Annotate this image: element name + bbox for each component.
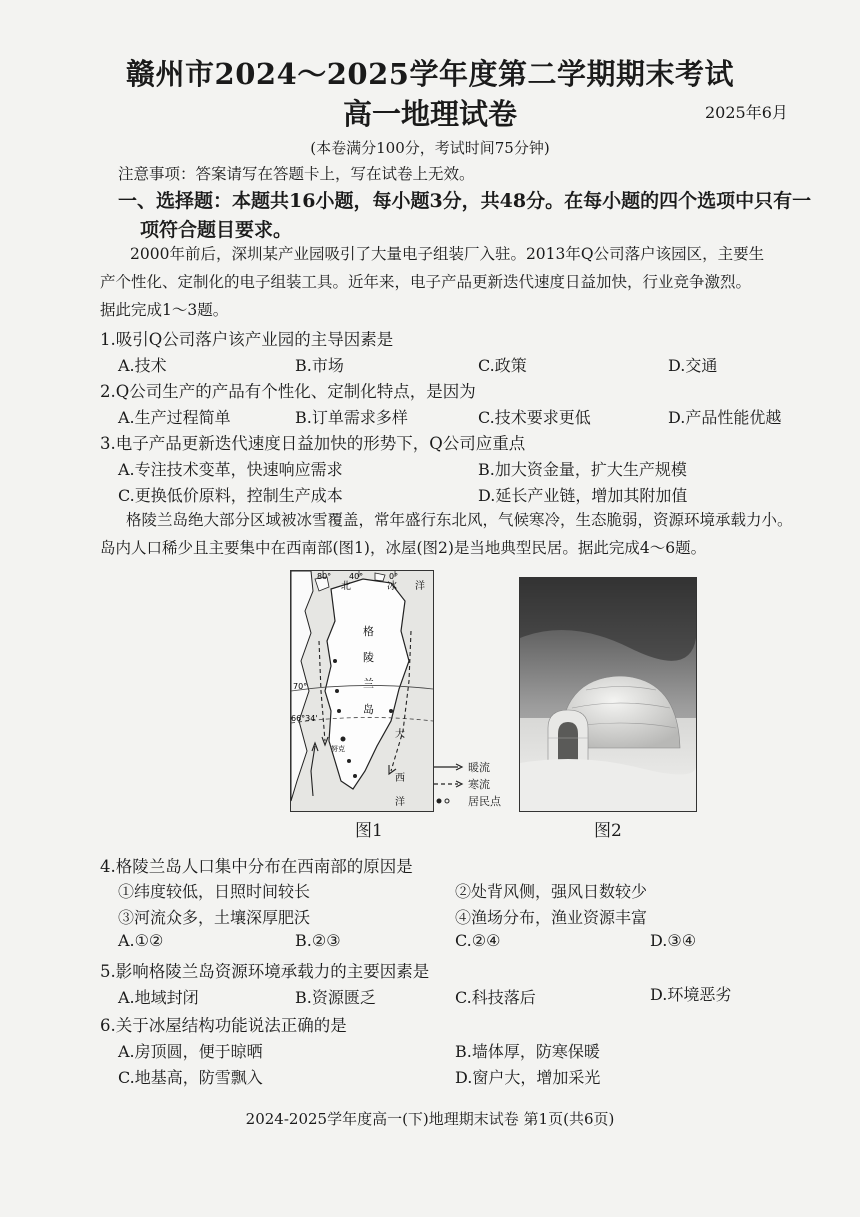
label-ge: 格 bbox=[363, 625, 374, 638]
exam-subtitle: 高一地理试卷 bbox=[342, 97, 517, 131]
question-6-stem: 6.关于冰屋结构功能说法正确的是 bbox=[100, 1016, 347, 1035]
q3-option-a: A.专注技术变革，快速响应需求 bbox=[118, 460, 343, 479]
section-heading bbox=[118, 187, 830, 245]
q2-option-c: C.技术要求更低 bbox=[478, 408, 591, 427]
igloo-photo bbox=[519, 577, 697, 812]
q1-option-c: C.政策 bbox=[478, 356, 527, 375]
igloo-photo-svg bbox=[520, 578, 696, 811]
q2-option-a: A.生产过程简单 bbox=[118, 408, 231, 427]
lon-label-80: 80° bbox=[317, 572, 332, 581]
label-dao: 岛 bbox=[363, 703, 374, 716]
q3-option-c: C.更换低价原料，控制生产成本 bbox=[118, 486, 343, 505]
q5-option-c: C.科技落后 bbox=[455, 988, 536, 1007]
q4-option-d: D.③④ bbox=[650, 931, 697, 950]
q1-option-b: B.市场 bbox=[295, 356, 344, 375]
q4-statement-4: ④渔场分布，渔业资源丰富 bbox=[455, 908, 648, 927]
q1-option-d: D.交通 bbox=[668, 356, 718, 375]
q6-option-a: A.房顶圆，便于晾晒 bbox=[118, 1042, 263, 1061]
q2-option-d: D.产品性能优越 bbox=[668, 408, 782, 427]
legend-warm: 暖流 bbox=[434, 758, 514, 775]
label-yang-atlantic: 洋 bbox=[395, 797, 405, 808]
greenland-map-svg bbox=[291, 571, 433, 811]
q4-statement-2: ②处背风侧，强风日数较少 bbox=[455, 882, 648, 901]
label-xi: 西 bbox=[395, 773, 405, 784]
label-nuuk: 努克 bbox=[331, 745, 345, 753]
q4-statement-1: ①纬度较低，日照时间较长 bbox=[118, 882, 311, 901]
q3-option-b: B.加大资金量，扩大生产规模 bbox=[478, 460, 687, 479]
q4-option-a: A.①② bbox=[118, 931, 164, 950]
q6-option-c: C.地基高，防雪飘入 bbox=[118, 1068, 263, 1087]
question-5-stem: 5.影响格陵兰岛资源环境承载力的主要因素是 bbox=[100, 962, 430, 981]
passage-2-line2: 岛内人口稀少且主要集中在西南部(图1)，冰屋(图2)是当地典型民居。据此完成4～6题。 bbox=[100, 539, 707, 557]
q5-option-a: A.地域封闭 bbox=[118, 988, 199, 1007]
q4-option-b: B.②③ bbox=[295, 931, 341, 950]
q1-option-a: A.技术 bbox=[118, 356, 167, 375]
greenland-map bbox=[290, 570, 434, 812]
settlement-icon bbox=[434, 797, 464, 805]
question-4-stem: 4.格陵兰岛人口集中分布在西南部的原因是 bbox=[100, 857, 413, 876]
passage-1-line1: 2000年前后，深圳某产业园吸引了大量电子组装厂入驻。2013年Q公司落户该园区，主要生 bbox=[130, 245, 765, 263]
label-yang-north: 洋 bbox=[415, 581, 425, 592]
passage-2-line1: 格陵兰岛绝大部分区域被冰雪覆盖，常年盛行东北风，气候寒冷，生态脆弱，资源环境承载力小。 bbox=[126, 511, 793, 529]
passage-1-line2: 产个性化、定制化的电子组装工具。近年来，电子产品更新迭代速度日益加快，行业竞争激烈。 bbox=[100, 273, 752, 291]
section-heading-line1: 一、选择题：本题共16小题，每小题3分，共48分。在每小题的四个选项中只有一 bbox=[118, 190, 812, 212]
section-heading-line2: 项符合题目要求。 bbox=[140, 219, 293, 241]
map-legend bbox=[434, 758, 514, 809]
question-3-stem: 3.电子产品更新迭代速度日益加快的形势下，Q公司应重点 bbox=[100, 434, 526, 453]
lat-label-66: 66°34' bbox=[291, 714, 318, 723]
legend-settlement: 居民点 bbox=[434, 792, 514, 809]
exam-title: 赣州市2024～2025学年度第二学期期末考试 bbox=[126, 57, 734, 91]
exam-notice: 注意事项：答案请写在答题卡上，写在试卷上无效。 bbox=[118, 165, 475, 183]
label-ling: 陵 bbox=[363, 651, 374, 664]
q6-option-b: B.墙体厚，防寒保暖 bbox=[455, 1042, 600, 1061]
passage-1-line3: 据此完成1～3题。 bbox=[100, 301, 229, 319]
label-da: 大 bbox=[395, 729, 405, 740]
lon-label-0: 0° bbox=[389, 572, 399, 581]
legend-cold: 寒流 bbox=[434, 775, 514, 792]
label-bei: 北 bbox=[341, 581, 351, 592]
q5-option-b: B.资源匮乏 bbox=[295, 988, 376, 1007]
q5-option-d: D.环境恶劣 bbox=[650, 985, 732, 1004]
exam-info: (本卷满分100分，考试时间75分钟) bbox=[310, 139, 550, 157]
exam-date: 2025年6月 bbox=[705, 103, 788, 122]
label-lan: 兰 bbox=[363, 677, 374, 690]
q2-option-b: B.订单需求多样 bbox=[295, 408, 408, 427]
cold-current-icon bbox=[434, 780, 464, 788]
question-2-stem: 2.Q公司生产的产品有个性化、定制化特点，是因为 bbox=[100, 382, 476, 401]
q4-statement-3: ③河流众多，土壤深厚肥沃 bbox=[118, 908, 311, 927]
q4-option-c: C.②④ bbox=[455, 931, 501, 950]
page-footer: 2024-2025学年度高一(下)地理期末试卷 第1页(共6页) bbox=[245, 1110, 615, 1128]
label-bing: 冰 bbox=[387, 581, 397, 592]
warm-current-icon bbox=[434, 763, 464, 771]
q3-option-d: D.延长产业链，增加其附加值 bbox=[478, 486, 688, 505]
question-1-stem: 1.吸引Q公司落户该产业园的主导因素是 bbox=[100, 330, 394, 349]
q6-option-d: D.窗户大，增加采光 bbox=[455, 1068, 601, 1087]
figure-1-caption: 图1 bbox=[355, 821, 383, 841]
lat-label-70: 70° bbox=[293, 682, 308, 691]
lon-label-40: 40° bbox=[349, 572, 364, 581]
figure-2-caption: 图2 bbox=[594, 821, 622, 841]
